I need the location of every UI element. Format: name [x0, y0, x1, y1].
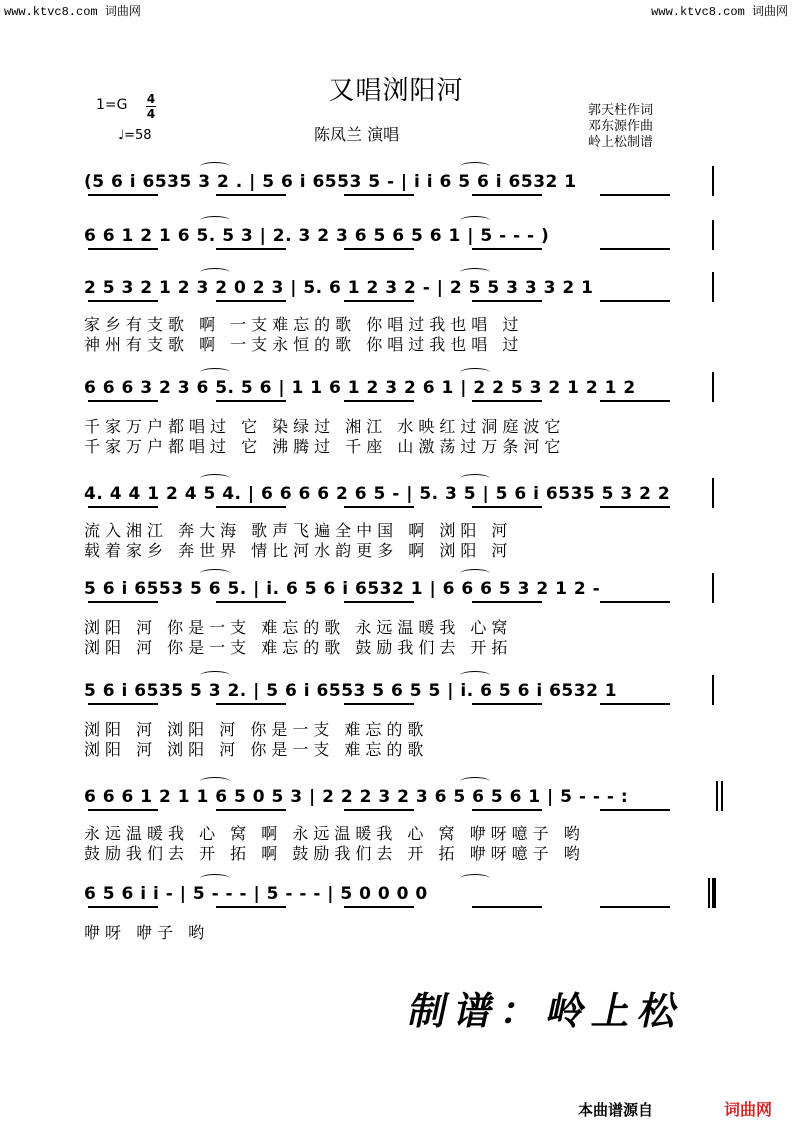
beam-line — [216, 703, 286, 705]
lyric-verse-1: 千家万户都唱过 它 染绿过 湘江 水映红过洞庭波它 — [84, 417, 566, 436]
staff-notes: 6 5 6 i i - | 5 - - - | 5 - - - | 5 0 0 0 0 — [84, 884, 428, 904]
beam-line — [216, 300, 286, 302]
lyric-verse-2: 千家万户都唱过 它 沸腾过 千座 山激荡过万条河它 — [84, 437, 566, 456]
slur-mark — [200, 162, 230, 171]
staff-row — [0, 579, 792, 657]
beam-line — [344, 400, 414, 402]
beam-line — [600, 300, 670, 302]
beam-line — [88, 300, 158, 302]
slur-mark — [200, 569, 230, 578]
lyric-verse-1: 浏阳 河 浏阳 河 你是一支 难忘的歌 — [84, 720, 429, 739]
staff-row — [0, 378, 792, 456]
beam-line — [600, 506, 670, 508]
slur-mark — [460, 216, 490, 225]
slur-mark — [460, 268, 490, 277]
slur-mark — [200, 216, 230, 225]
beam-line — [216, 601, 286, 603]
beam-line — [344, 194, 414, 196]
staff-row — [0, 787, 792, 863]
beam-line — [88, 809, 158, 811]
beam-line — [344, 809, 414, 811]
beam-line — [472, 601, 542, 603]
final-barline — [721, 781, 723, 811]
barline — [712, 573, 714, 603]
beam-line — [216, 906, 286, 908]
beam-line — [600, 601, 670, 603]
lyric-verse-1: 流入湘江 奔大海 歌声飞遍全中国 啊 浏阳 河 — [84, 521, 513, 540]
beam-line — [216, 400, 286, 402]
beam-line — [344, 906, 414, 908]
beam-line — [88, 906, 158, 908]
beam-line — [88, 703, 158, 705]
brand-logo: 词曲网 — [724, 1100, 773, 1119]
final-barline — [712, 878, 716, 908]
beam-line — [472, 809, 542, 811]
staff-notes: 6 6 6 1 2 1 1 6 5 0 5 3 | 2 2 2 3 2 3 6 5 6 5 6 1 | 5 - - - : — [84, 787, 629, 807]
site-watermark-left: www.ktvc8.com 词曲网 — [4, 5, 141, 19]
lyric-verse-1: 永远温暖我 心 窝 啊 永远温暖我 心 窝 咿呀噫子 哟 — [84, 824, 585, 843]
barline — [708, 878, 710, 908]
slur-mark — [200, 474, 230, 483]
beam-line — [600, 703, 670, 705]
beam-line — [344, 248, 414, 250]
lyric-verse-2: 浏阳 河 你是一支 难忘的歌 鼓励我们去 开拓 — [84, 638, 513, 657]
lyric-verse-2: 鼓励我们去 开 拓 啊 鼓励我们去 开 拓 咿呀噫子 哟 — [84, 844, 585, 863]
time-bottom: 4 — [146, 107, 156, 121]
time-signature — [146, 93, 156, 120]
lyric-verse-1: 咿呀 咿子 哟 — [84, 923, 210, 942]
beam-line — [472, 703, 542, 705]
lyric-verse-2: 浏阳 河 浏阳 河 你是一支 难忘的歌 — [84, 740, 429, 759]
barline — [712, 220, 714, 250]
beam-line — [600, 906, 670, 908]
beam-line — [216, 194, 286, 196]
slur-mark — [460, 671, 490, 680]
slur-mark — [460, 569, 490, 578]
beam-line — [88, 400, 158, 402]
site-watermark-right: www.ktvc8.com 词曲网 — [651, 5, 788, 19]
staff-row — [0, 681, 792, 759]
slur-mark — [460, 777, 490, 786]
barline — [712, 675, 714, 705]
beam-line — [472, 194, 542, 196]
beam-line — [600, 809, 670, 811]
beam-line — [472, 506, 542, 508]
composer-credit: 邓东源作曲 — [588, 119, 654, 134]
staff-notes: 6 6 1 2 1 6 5. 5 3 | 2. 3 2 3 6 5 6 5 6 1 | 5 - - - ) — [84, 226, 550, 246]
staff-row — [0, 278, 792, 354]
staff-notes: 4. 4 4 1 2 4 5 4. | 6 6 6 6 2 6 5 - | 5. 3 5 | 5 6 i 6535 5 3 2 2 — [84, 484, 671, 504]
beam-line — [216, 809, 286, 811]
beam-line — [216, 506, 286, 508]
lyric-verse-1: 家乡有支歌 啊 一支难忘的歌 你唱过我也唱 过 — [84, 315, 524, 334]
beam-line — [88, 506, 158, 508]
lyric-verse-2: 载着家乡 奔世界 情比河水韵更多 啊 浏阳 河 — [84, 541, 513, 560]
song-title: 又唱浏阳河 — [328, 76, 464, 106]
slur-mark — [200, 777, 230, 786]
beam-line — [216, 248, 286, 250]
singer-credit: 陈凤兰 演唱 — [314, 125, 400, 144]
tempo-mark: ♩=58 — [118, 128, 152, 143]
beam-line — [344, 506, 414, 508]
staff-notes: 5 6 i 6535 5 3 2. | 5 6 i 6553 5 6 5 5 | i. 6 5 6 i 6532 1 — [84, 681, 618, 701]
beam-line — [88, 601, 158, 603]
lyricist-credit: 郭天柱作词 — [588, 103, 654, 118]
barline — [712, 166, 714, 196]
slur-mark — [200, 874, 230, 883]
barline — [716, 781, 718, 811]
key-signature: 1=G — [96, 97, 128, 113]
staff-row — [0, 484, 792, 560]
slur-mark — [460, 474, 490, 483]
beam-line — [600, 248, 670, 250]
lyric-verse-1: 浏阳 河 你是一支 难忘的歌 永远温暖我 心窝 — [84, 618, 513, 637]
slur-mark — [200, 368, 230, 377]
beam-line — [472, 400, 542, 402]
staff-notes: 2 5 3 2 1 2 3 2 0 2 3 | 5. 6 1 2 3 2 - | 2 5 5 3 3 3 2 1 — [84, 278, 594, 298]
slur-mark — [460, 368, 490, 377]
engraver-credit: 岭上松制谱 — [588, 135, 654, 150]
barline — [712, 478, 714, 508]
beam-line — [88, 248, 158, 250]
beam-line — [472, 300, 542, 302]
lyric-verse-2: 神州有支歌 啊 一支永恒的歌 你唱过我也唱 过 — [84, 335, 524, 354]
beam-line — [344, 703, 414, 705]
beam-line — [600, 194, 670, 196]
beam-line — [472, 906, 542, 908]
staff-notes: 6 6 6 3 2 3 6 5. 5 6 | 1 1 6 1 2 3 2 6 1 | 2 2 5 3 2 1 2 1 2 — [84, 378, 636, 398]
slur-mark — [460, 162, 490, 171]
time-top: 4 — [146, 92, 156, 106]
beam-line — [344, 300, 414, 302]
beam-line — [600, 400, 670, 402]
barline — [712, 272, 714, 302]
staff-notes: (5 6 i 6535 3 2 . | 5 6 i 6553 5 - | i i 6 5 6 i 6532 1 — [84, 172, 577, 192]
beam-line — [472, 248, 542, 250]
staff-notes: 5 6 i 6553 5 6 5. | i. 6 5 6 i 6532 1 | 6 6 6 5 3 2 1 2 - — [84, 579, 601, 599]
source-label: 本曲谱源自 — [578, 1101, 654, 1119]
slur-mark — [200, 671, 230, 680]
slur-mark — [460, 874, 490, 883]
engraver-signature: 制谱：岭上松 — [404, 988, 691, 1033]
staff-row — [0, 884, 792, 954]
beam-line — [344, 601, 414, 603]
barline — [712, 372, 714, 402]
slur-mark — [200, 268, 230, 277]
beam-line — [88, 194, 158, 196]
